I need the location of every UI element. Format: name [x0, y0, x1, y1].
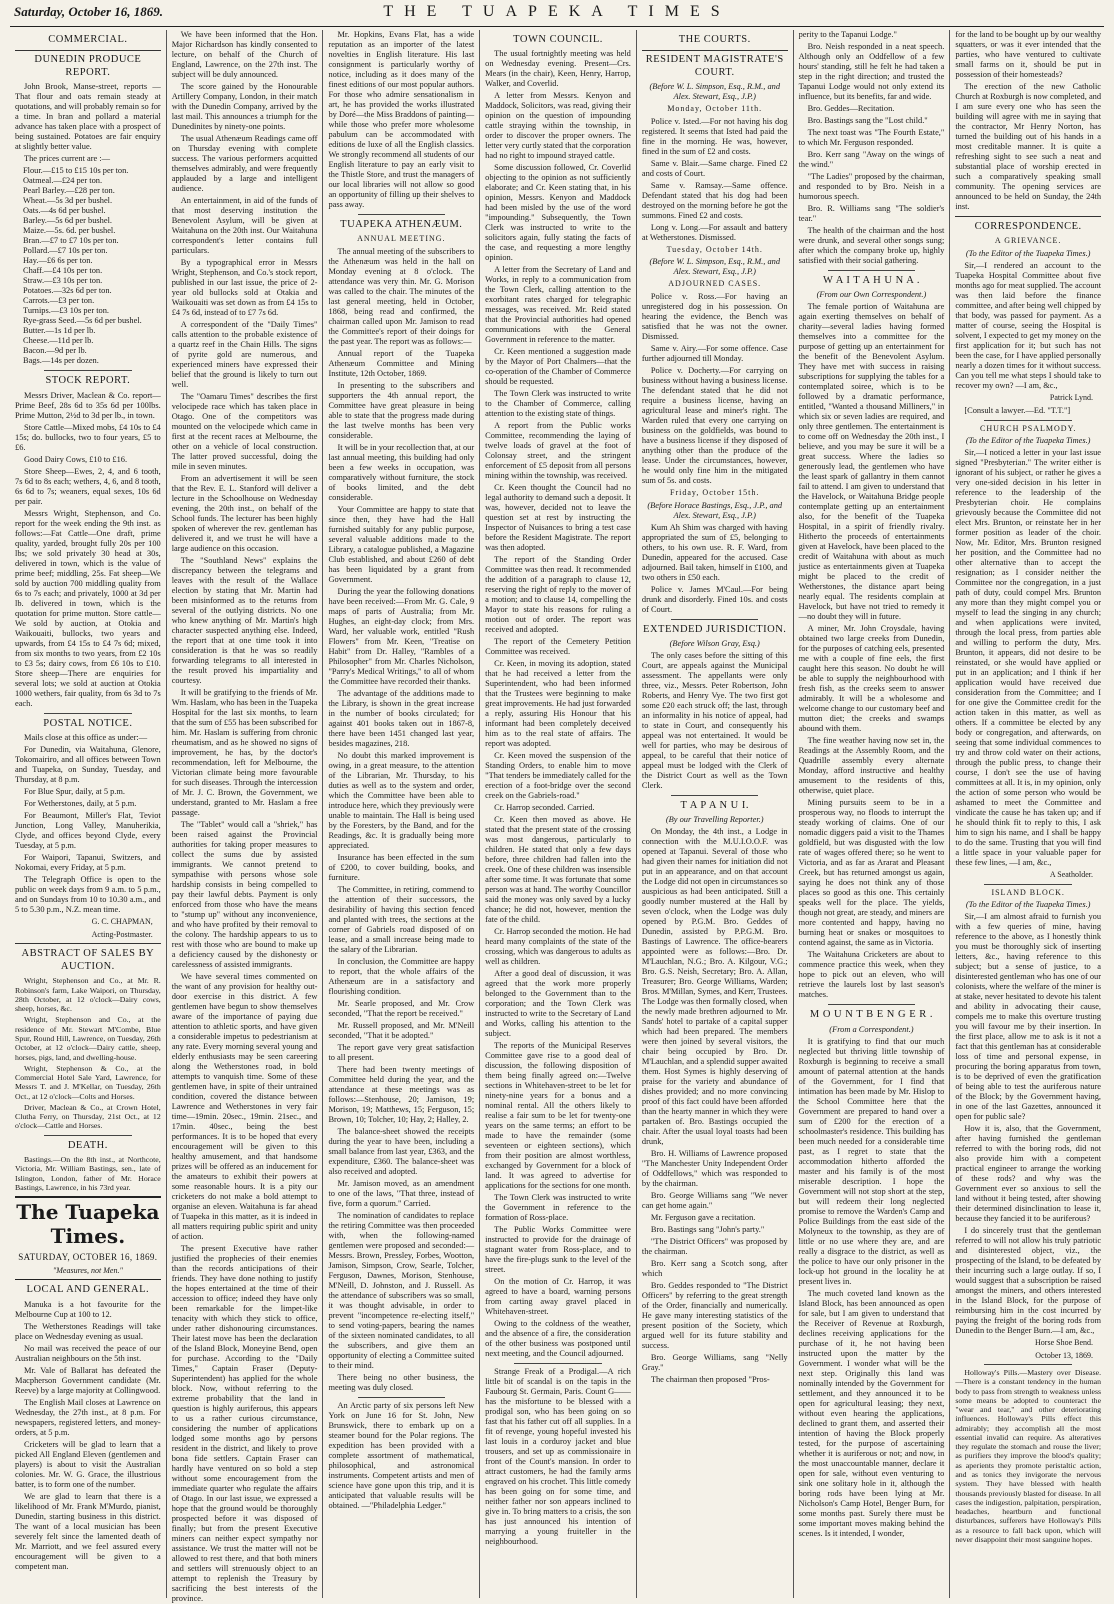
council-paragraph: Cr. Keen thought the Council had no legal authority to demand such a deposit. It was, however, decided not to leave the question set at rest by instructing the Inspector of Nuisances to bring a test case before the Resident Magistrate. The report was then adopted. — [485, 483, 631, 553]
price-item: Straw.—£3 10s per ton. — [23, 276, 103, 286]
postal-paragraph: The Telegraph Office is open to the public on week days from 9 a.m. to 5 p.m., and on Sundays from 10 to 10.30 a.m., and 5 to 5.30 p.m., N.Z. mean time. — [15, 875, 161, 915]
athenaeum-paragraph: It will be in your recollection that, at our last annual meeting, this building had only been a few weeks in occupation, was comparatively without furniture, the stock of books limited, and the debt considerable. — [328, 443, 475, 502]
council-paragraph: Cr. Keen mentioned a suggestion made by the Mayor of Port Chalmers—that the co-operation of the Chamber of Commerce should be requested. — [485, 347, 631, 387]
page-columns — [10, 30, 1106, 1603]
local-item: Cricketers will be glad to learn that a picked All England Eleven (gentlemen and players) is about to visit the Australian colonies. Mr. W. G. Grace, the illustrious batter, is to form one of the number. — [15, 1439, 161, 1489]
price-item: Barley.—5s 6d per bushel. — [23, 216, 113, 226]
mount-benger-byline: (From a Correspondent.) — [829, 1024, 914, 1034]
council-paragraph: The usual fortnightly meeting was held on Wednesday evening. Present—Crs. Mears (in the chair), Keen, Henry, Harrop, Walker, and Coverlid. — [485, 49, 631, 89]
court-case: Police v. James M'Caul.—For being drunk and disorderly. Fined 10s. and costs of Court. — [641, 584, 788, 614]
postal-paragraph: For Blue Spur, daily, at 5 p.m. — [24, 787, 126, 797]
masthead — [10, 0, 1104, 27]
athenaeum-paragraph: The advantage of the additions made to the Library, is shown in the great increase in the number of books circulated; for against 401 books taken out in 1867-8, there have been 1451 changed last year, besides magazines, 218. — [328, 689, 475, 748]
local-item: Manuka is a hot favourite for the Melbourne Cup at 100 to 12. — [15, 1299, 161, 1319]
postmaster-signature: G. C. CHAPMAN, — [91, 917, 153, 927]
island-block-heading: ISLAND BLOCK. — [991, 887, 1065, 897]
council-paragraph: A letter from the Secretary of Land and Works, in reply to a communication from the Town Clerk, calling attention to the exorbitant rates charged for telegraphic messages, was received. Mr. Reid stated that the Provincial authorities had opened communications with the General Government in reference to the matter. — [485, 265, 631, 345]
stock-paragraph: Messrs Wright, Stephenson, and Co. report for the week ending the 9th inst. as follows:—Fat Cattle—One draft, prime quality, yarded, brought fully 20s per 100 lbs; we sold privately 30 head at 30s, delivered in town, which is the value of prime beef; middling, 25s. Fat sheep—We sold by auction 700 middling quality from 6s to 7s each; and privately, 1000 at 3d per lb. delivered in town, which is the quotation for prime mutton. Store cattle—We sold by auction, at Otokia and Waikouaiti, bullocks, two years and upwards, from £4 15s to £4 7s 6d; mixed, from six months to two years, from £2 10s to £3 5s; dairy cows, from £6 10s to £10. Store sheep—There are enquiries for several lots; we sold at auction at Otokia 1000 wethers, fair quality, from 6s 3d to 7s each. — [15, 508, 161, 708]
stock-paragraph: Messrs Driver, Maclean & Co. report—Prime Beef, 28s 6d to 35s 6d per 100lbs. Prime Mutton, 2½d to 3d per lb., in town. — [15, 390, 161, 420]
column-5 — [637, 30, 794, 1598]
adjourned-cases-heading: ADJOURNED CASES. — [668, 279, 762, 289]
issue-date: Saturday, October 16, 1869. — [14, 4, 164, 19]
price-item: Maize.—5s. 6d. per bushel. — [23, 226, 116, 236]
waitahuna-heading: W A I T A H U N A . — [822, 275, 920, 286]
council-paragraph: Cr. Keen then moved as above. He stated that the present state of the crossing was most dangerous, particularly to children. He stated that only a few days before, three children had fallen into the creek. One of these children was insensible after some time. It was fortunate that some person was at hand. The worthy Councillor said the money was only saved by a lucky chance; he did not, however, mention the fate of the child. — [485, 815, 631, 925]
commercial-heading: COMMERCIAL. — [48, 34, 128, 45]
court-bench: (Before Wilson Gray, Esq.) — [669, 639, 760, 648]
tapanui-paragraph: Bro. Bastings sang the "Lost child." — [807, 116, 928, 125]
athenaeum-paragraph: Mr. Russell proposed, and Mr. M'Neill seconded, "That it be adopted." — [328, 1021, 475, 1040]
newspaper-title: THE TUAPEKA TIMES — [383, 3, 731, 20]
column-7 — [950, 30, 1106, 1598]
local-item: The "Tablet" would call a "shriek," has been raised against the Provincial authorities for taking proper measures to collect the sums due by assisted immigrants. We cannot pretend to sympathise with persons whose sole hardship consists in being compelled to pay their lawful debts. Payment is only enforced from those who have the means to "stump up" without any inconvenience, and who have profited by their removal to the colony. The hardship appears to us to rest with those who are bound to make up a deficiency caused by the dishonesty or carelessness of assisted immigrants. — [171, 820, 318, 969]
letter-paragraph: Sir,—I rendered an account to the Tuapeka Hospital Committee about five months ago for meat supplied. The account was then laid before the finance committee, and after being well chipped by that body, was passed for payment. As a matter of course, seeing the Hospital is solvent, I expected to get my money on the first application for it; but such has not been the case, for I have applied personally nearly a dozen times for it without success. Can you tell me what steps I should take to recover my own? —I am, &c., — [955, 261, 1102, 390]
price-item: Hay.—£6 6s per ton. — [23, 256, 93, 266]
tapanui-paragraph: Bro. Geddes responded to "The District Officers" by referring to the great strength of the Order, financially and numerically. He gave many interesting statistics of the present position of the Society, which argued well for its future stability and success. — [641, 1281, 788, 1351]
court-date: Monday, October 11th. — [667, 104, 763, 114]
local-item: From an advertisement it will be seen that the Rev. E. L. Stanford will deliver a lecture in the Schoolhouse on Wednesday evening, the 20th inst., on behalf of the School funds. The lecturer has been highly spoken of wherever the rev. gentleman has delivered it, and we trust he will have a large audience on this occasion. — [171, 474, 318, 553]
athenaeum-paragraph: The nomination of candidates to replace the retiring Committee was then proceeded with, when the following-named gentlemen were proposed and seconded:—Messrs. Brown, Pressley, Forbes, Wootton, Jamison, Simpson, Crow, Searle, Tolcher, Ferguson, Dawnes, Morison, Stenhouse, M'Neill, D. Johnston, and J. Russell. As the attendance of subscribers was so small, it was thought advisable, in order to prevent "incompetence re-electing itself," to send voting-papers, bearing the names of the sixteen nominated candidates, to all the subscribers, and give them an opportunity of electing a Committee suited to their mind. — [328, 1211, 475, 1370]
athenaeum-paragraph: No doubt this marked improvement is owing, in a great measure, to the attention of the Librarian, Mr. Thursday, to his duties as well as to the system and order, which the Committee have been able to introduce here, which they previously were unable to maintain. The Hall is being used by the Foresters, by the Band, and for the Readings, &c. It is gradually being more appreciated. — [328, 751, 475, 850]
column-6 — [794, 30, 951, 1598]
local-item: A correspondent of the "Daily Times" calls attention to the probable existence of a quartz reef in the Chain Hills. The signs of pyrite gold are numerous, and experienced miners have expressed their belief that the ground is likely to turn out well. — [171, 320, 318, 389]
death-notice: Bastings.—On the 8th inst., at Northcote, Victoria, Mr. William Bastings, sen., late of Islington, London, father of Mr. Horace Bastings, Lawrence, in his 73rd year. — [15, 1155, 161, 1192]
court-case: Police v. Isted.—For not having his dog registered. It seems that Isted had paid the fine in the morning. He was, however, fined in the sum of £2 and costs. — [641, 116, 788, 156]
local-item: We have been informed that the Hon. Major Richardson has kindly consented to lecture, on behalf of the Church of England, Lawrence, on the 27th inst. The subject will be duly announced. — [171, 30, 318, 79]
court-case: Same v. Airy.—For some offence. Case further adjourned till Monday. — [641, 344, 788, 363]
waitahuna-paragraph: The female portion of Waitahuna are again exerting themselves on behalf of charity—several ladies having formed themselves into a committee for the purpose of getting up an entertainment for the benefit of the Benevolent Asylum. They have met with success in raising subscriptions for supplying the tables for a contemplated soiree, which is to be followed by a dramatic performance, entitled, "Wanted a thousand Milliners," in which six or seven ladies are required, and only three gentlemen. The entertainment is to come off on Wednesday the 20th inst., I believe, and you may be sure it will be a great success. Where the ladies so generously lead, the gentlemen who have the least spark of gallantry in them cannot fail to attend. I am given to understand that the Havelock, or Waitahuna Bridge people contemplate getting up an entertainment also, for the benefit of the Tuapeka Hospital, in a spirit of friendly rivalry. Hitherto the proceeds of entertainments given at Havelock, have been placed to the credit of Waitahuna with about as much justice as entertainments given at Tuapeka might be placed to the credit of Wetherstones, the distance apart being nearly equal. The residents complain at Havelock, but have not tried to remedy it—no doubt they will in future. — [798, 302, 945, 622]
produce-report-heading: DUNEDIN PRODUCE REPORT. — [15, 50, 161, 79]
divider — [828, 1004, 915, 1005]
divider — [828, 270, 915, 271]
stock-paragraph: Good Dairy Cows, £10 to £16. — [24, 454, 128, 464]
waitahuna-paragraph: The Waitahuna Cricketers are about to commence practice this week, when they hope to pick out an eleven, who will retrieve the laurels lost by last season's matches. — [798, 950, 945, 1000]
price-item: Oats.—4s 6d per bushel. — [23, 206, 106, 216]
divider — [514, 1363, 601, 1364]
council-paragraph: Owing to the coldness of the weather, and the absence of a fire, the consideration of the other business was postponed until next meeting, and the Council adjourned. — [485, 1319, 631, 1359]
nameplate-motto: "Measures, not Men." — [15, 1266, 161, 1281]
waitahuna-paragraph: Mining pursuits seem to be in a prosperous way, no floods to interrupt the steady working of claims. One of our nomadic diggers paid a visit to the Thames goldfield, but was disgusted with the low rate of wages offered there; so he went to Victoria, and as far as Ararat and Pleasant Creek, but has returned amongst us again, saying he does not think any of those places so good as this one. This certainly speaks well for the place. The yields, though not great, are steady, and miners are more contented and happy, having no burning heat or snakes or mosquitoes to contend against, the same as in Victoria. — [798, 798, 945, 948]
letter-signature: A Seatholder. — [1049, 870, 1094, 880]
council-paragraph: On the motion of Cr. Harrop, it was agreed to have a board, warning persons from carting away gravel placed in Whitehaven-street. — [485, 1277, 631, 1317]
athenaeum-paragraph: Mr. Jamison moved, as an amendment to one of the laws, "That three, instead of five, form a quorum." Carried. — [328, 1179, 475, 1208]
tapanui-paragraph: The chairman then proposed "Pros- — [650, 1375, 770, 1385]
rm-court-heading: RESIDENT MAGISTRATE'S COURT. — [642, 50, 788, 79]
court-case: Police v. Ross.—For having an unregistered dog in his possession. On hearing the evidence, the Bench was satisfied that he was not the owner. Dismissed. — [641, 292, 788, 341]
letter-paragraph: How it is, also, that the Government, after having furnished the gentleman referred to with the boring rods, did not also provide him with a competent practical engineer to arrange the working of these rods? and why was the Government ever so anxious to sell the land without it being tested, after showing their determined disinclination to lease it, because they fancied it to be auriferous? — [955, 1124, 1102, 1224]
tapanui-paragraph: Bro. Geddes—Recitation. — [807, 104, 895, 113]
local-item: Mr. Vale of Ballarat has defeated the Macpherson Government candidate (Mr. Reeve) by a large majority at Collingwood. — [15, 1365, 161, 1395]
price-item: Pearl Barley.—£28 per ton. — [23, 186, 115, 196]
column-2 — [167, 30, 324, 1603]
divider — [984, 420, 1071, 421]
athenaeum-paragraph: In conclusion, the Committee are happy to report, that the whole affairs of the Athenæum are in a satisfactory and flourishing condition. — [328, 957, 475, 996]
grievance-heading: A GRIEVANCE. — [994, 236, 1062, 246]
tapanui-paragraph: Bro. Neish responded in a neat speech. Although only an Oddfellow of a few hours' standing, still he felt he had taken a step in the right direction; and trusted the Tapanui Lodge would not only extend its influence, but its benefits, far and wide. — [798, 42, 945, 101]
letter-paragraph: Sir,—I am almost afraid to furnish you with a few queries of mine, having reference to the above, as I honestly think you must be thoroughly sick of inserting letters, &c., having reference to this subject; but a sense of justice, to a disinterested gentleman who has one of our colonists, where the welfare of the miner is at stake, never hesitated to devote his talent and ability in advocating their cause, compels me to make this overture trusting you will favour me by their insertion. In the first place, allow me to ask is it not a fact that this gentleman has at considerable loss of time and personal expense, in procuring the boring apparatus from town, is to be deprived of even the gratification of being able to test the auriferous nature of the Block; by the Government having, in one of the last Gazettes, announced it open for public sale? — [955, 912, 1102, 1122]
auction-abstract-heading: ABSTRACT OF SALES BY AUCTION. — [21, 948, 155, 972]
athenaeum-subheading: ANNUAL MEETING. — [357, 234, 446, 244]
court-date: Tuesday, October 14th. — [666, 244, 763, 254]
athenaeum-paragraph: Insurance has been effected in the sum of £200, to cover building, books, and furniture. — [328, 853, 475, 882]
letter-date: October 13, 1869. — [1035, 1350, 1094, 1360]
tapanui-heading: T A P A N U I. — [680, 800, 750, 811]
tapanui-paragraph: Bro. Kerr sang "Away on the wings of the wind." — [798, 150, 945, 169]
waitahuna-paragraph: The fine weather having now set in, the Readings at the Assembly Room, and the Quadrille assembly every alternate Monday, afford instructive and healthy amusement to the residents of this, otherwise, quiet place. — [798, 736, 945, 796]
mount-benger-paragraph: for the land to be bought up by our wealthy squatters, or was it ever intended that the parties, who have ventured to cultivate small farms on it, should be put in possession of their homesteads? — [955, 30, 1102, 79]
letter-signature: Patrick Lynd. — [1049, 393, 1094, 402]
tapanui-paragraph: "The Ladies" proposed by the chairman, and responded to by Bro. Neish in a humorous speech. — [798, 172, 945, 201]
tapanui-paragraph: Bro. George Williams sang "We never can get home again." — [641, 1191, 788, 1211]
letter-paragraph: Sir,—I noticed a letter in your last issue signed "Presbyterian." The writer either is ignorant of his subject, or rather he gives a very one-sided decision in his letter in reference to the leadership of the Presbyterian choir. He complains grievously because the Committee did not elect Mrs. Brunton, or reinstate her in her former position as leader of the choir. Now, Mr. Editor, Mrs. Brunton resigned her position, and the Committee had no other alternative than to accept the resignation; as I consider neither the Committee nor the congregation, in a just path of duty, could compel Mrs. Brunton any more than they might compel you or myself to lead the singing in any church; and when applications were invited, through the local press, from parties able and willing to perform the duty, Mrs. Brunton, it appears, did not desire to be reinstated, or she would have applied or put in an application; and I think if her application would have received due consideration from the Committee; and I for one give the Committee credit for the action taken in this matter, as well as others. If a committee be elected by any body or congregation, and afterwards, on seeing that some individual commences to try and throw cold water on their actions, through the public press, to change their course, I don't see the use of having committees at all. It is, in my opinion, only the action of some person who would be ashamed to meet the Committee and vindicate the cause he has taken up; and if he should think fit to reply to this, I ask him to sign his name, and I shall be happy to do the same. Trusting that you will find a little space in your valuable paper for these few lines, —I am, &c., — [955, 448, 1102, 868]
tapanui-paragraph: Bro. George Williams, sang "Nelly Gray." — [641, 1353, 788, 1373]
tapanui-paragraph: Mr. Ferguson gave a recitation. — [650, 1213, 756, 1223]
athenaeum-paragraph: In presenting to the subscribers and supporters the 4th annual report, the Committee have great pleasure in being able to state that the progress made during the last twelve months has been very considerable. — [328, 381, 475, 440]
postal-paragraph: For Dunedin, via Waitahuna, Glenore, Tokomairiro, and all offices between Town and Tuapeka, on Sunday, Tuesday, and Thursday, at 8 p.m. — [15, 745, 161, 785]
council-paragraph: The Town Clerk was instructed to write to the Chamber of Commerce, calling attention to the existing state of things. — [485, 389, 631, 419]
price-item: Bran.—£7 to £7 10s per ton. — [23, 236, 119, 246]
court-bench: (Before W. L. Simpson, Esq., R.M., and Alex. Stewart, Esq., J.P.) — [649, 82, 781, 102]
price-item: Cheese.—11d per lb. — [23, 336, 94, 346]
stock-report-heading: STOCK REPORT. — [45, 375, 131, 387]
prodigal-item: Strange Freak of a Prodigal.—A rich little bit of scandal is on the tapis in the Faubourg St. Germain, Paris. Count G—— has the misfortune to be blessed with a prodigal son, who has been going on so fast that his father cut off all supplies. In a fit of revenge, young hopeful invested his last louis in a corduroy jacket and blue trousers, and set up as commissionaire in front of the Count's mansion. In order to attract customers, he had the family arms engraved on his crochet. This little comedy has been going on for some time, and neither father nor son appears inclined to give in. To bring matters to a crisis, the son has just announced his intention of marrying a young fruiteller in the neighbourhood. — [485, 1367, 631, 1547]
divider — [671, 619, 758, 620]
auction-entry: Wright, Stephenson and Co., at the residence of Mr. Stewart M'Combe, Blue Spur, Round Hill, Lawrence, on Tuesday, 26th October, at 12 o'clock—Dairy cattle, sheep, horses, pigs, land, and dwelling-house. — [15, 1015, 161, 1062]
price-item: Butter.—1s 1d per lb. — [23, 326, 96, 336]
nameplate-date: SATURDAY, OCTOBER 16, 1869. — [18, 1251, 158, 1262]
price-item: Bacon.—9d per lb. — [23, 346, 87, 356]
price-item: Carrots.—£3 per ton. — [23, 296, 95, 306]
stock-paragraph: Store Cattle—Mixed mobs, £4 10s to £4 15s; do. bullocks, two to four years, £5 to £6. — [15, 422, 161, 452]
athenaeum-paragraph: Mr. Searle proposed, and Mr. Crow seconded, "That the report be received." — [328, 999, 475, 1018]
council-paragraph: The report of the Standing Order Committee was then read. It recommended the addition of a paragraph to clause 12, reserving the right of reply to the mover of a motion; and to clause 14, compelling the Mayor to state his reasons for ruling a motion out of order. The report was received and adopted. — [485, 555, 631, 635]
mount-benger-paragraph: The much coveted land known as the Island Block, has been announced as open for sale, but I am given to understand that the Receiver of Revenue at Roxburgh, declines receiving applications for the purchase of it, he not having been instructed upon the matter by the Government. I wonder what will be the next step. Originally this land was nominally intended by the Government for settlement, and they announced it to be open for agricultural leasing; they next, without even hearing the applications, declined to grant them, and asserted their intention of having the Block properly tested, for the purpose of ascertaining whether it is auriferous or not; and now, in the most unaccountable manner, declare it open for sale, without even venturing to sink one solitary hole in it, although the boring rods have been lying at Mr. Nicholson's Camp Hotel, Benger Burn, for some months past. Surely there must be some important moves making behind the scenes. Is it intended, I wonder, — [798, 1288, 945, 1538]
local-item: We have several times commented on the want of any provision for healthy out-door exercise in this district. A few gentlemen have begun to show themselves aware of the importance of paying due attention to athletic sports, and have given a considerable impetus to pedestrianism at any rate. Every morning several young and elderly enthusiasts may be seen careering along the Wetherstones road, in bold attempts to vanquish time. Some of these gentlemen have, in spite of their untrained condition, covered the distance between Lawrence and Wetherstones in very fair time—19min. 20sec., 19min. 21sec., and 17min. 40sec., being the best performances. It is to be hoped that every encouragement will be given to this healthy amusement, and that handsome prizes will be offered as an inducement for the amateurs to exhibit their powers at some reasonable hours. It is a pity our cricketers do not make a bold attempt to organise an eleven. Waitahuna is far ahead of Tuapeka in this matter, as it is indeed in all matters requiring public spirit and unity of action. — [171, 972, 318, 1241]
council-paragraph: Cr. Harrop seconded the motion. He had heard many complaints of the state of the crossing, which was dangerous to adults as well as children. — [485, 927, 631, 967]
divider — [44, 1135, 131, 1136]
postal-paragraph: For Waipori, Tapanui, Switzers, and Nokomai, every Friday, at 5 p.m. — [15, 853, 161, 873]
court-bench: (Before W. L. Simpson, Esq., R.M., and Alex. Stewart, Esq., J.P.) — [649, 257, 781, 277]
price-item: Wheat.—5s 3d per bushel. — [23, 196, 113, 206]
tapanui-paragraph: Bro. H. Williams of Lawrence proposed "The Manchester Unity Independent Order of Oddfellows," which was responded to by the chairman. — [641, 1149, 788, 1189]
local-item: It will be gratifying to the friends of Mr. Wm. Haslam, who has been in the Tuapeka Hospital for the last six months, to learn that the sum of £55 has been subscribed for him. Mr. Haslam is suffering from chronic rheumatism, and as he showed no signs of improvement, he has, by the doctor's recommendation, left for Melbourne, the Victorian climate being more favourable for such diseases. Through the intercession of Mr. J. C. Brown, the Government, we understand, granted to Mr. Haslam a free passage. — [171, 688, 318, 817]
tapanui-paragraph: Bro. R. Williams sang "The soldier's tear." — [798, 204, 945, 223]
local-item: No mail was received the peace of our Australian neighbours on the 5th inst. — [15, 1343, 161, 1363]
divider — [44, 370, 131, 371]
council-paragraph: The reports of the Municipal Reserves Committee gave rise to a good deal of discussion, the following disposition of them being finally agreed on:—Twelve sections in Whitehaven-street to be let for ninety-nine years for a bonus and a nominal rental. All the others likely to realise a fair sum to be let for twenty-one years on the same terms; an effort to be made to have the remainder (some seventeen or eighteen sections), which from their position are almost worthless, exchanged by Government for a block of land. It was agreed to advertise for applications for the sections for one month. — [485, 1041, 631, 1191]
council-paragraph: The report of the Cemetery Petition Committee was received. — [485, 637, 631, 657]
postal-notice-heading: POSTAL NOTICE. — [43, 717, 133, 729]
tapanui-byline: (By our Travelling Reporter.) — [665, 815, 764, 825]
athenaeum-paragraph: The Committee, in retiring, commend to the attention of their successors, the desirability of having this section fenced and planted with trees, the sections at the corner of Gabriels road disposed of on lease, and a small increase being made to the salary of the Librarian. — [328, 885, 475, 954]
waitahuna-paragraph: A miner, Mr. John Croysdale, having obtained two large creeks from Dunedin, for the purposes of catching eels, presented me with a couple of fine eels, the first caught here this season. No doubt he will be able to supply the neighbourhood with fresh fish, as the creeks seem to answer admirably. It will be a wholesome and welcome change to our customary beef and mutton diet; the creeks and swamps abound with them. — [798, 624, 945, 734]
local-item: We are glad to learn that there is a likelihood of Mr. Frank M'Murdo, pianist, Dunedin, starting business in this district. The want of a local musician has been severely felt since the lamented death of Mr. Marriott, and we feel assured every encouragement will be given to a competent man. — [15, 1491, 161, 1571]
column-3 — [323, 30, 480, 1598]
local-item: The Wetherstones Readings will take place on Wednesday evening as usual. — [15, 1321, 161, 1341]
council-paragraph: Some discussion followed, Cr. Coverlid objecting to the opinion as not sufficiently elaborate; and Cr. Keen stating that, in his opinion, Messrs. Kenyon and Maddock had been misled by the use of the word "impounding." Subsequently, the Town Clerk was instructed to write to the solicitors again, fully stating the facts of the case, and requesting a more lengthy opinion. — [485, 163, 631, 263]
letter-paragraph: I do sincerely trust that the gentleman referred to will not allow his truly patriotic and disinterested object, viz., the prospecting of the Island, to be defeated by their incurring such a large outlay. If so, I would suggest that a subscription be raised amongst the miners, and others interested in the Island Block, for the purpose of reimbursing him in the cost incurred by paying the freight of the boring rods from Dunedin to the Benger Burn.—I am, &c., — [955, 1226, 1102, 1336]
letter-address: (To the Editor of the Tuapeka Times.) — [965, 900, 1091, 910]
letter-address: (To the Editor of the Tuapeka Times.) — [965, 436, 1091, 446]
stock-paragraph: Store Sheep—Ewes, 2, 4, and 6 tooth, 7s 6d to 8s each; wethers, 4, 6, and 8 tooth, 6s 6d to 7s; weaners, equal sexes, 10s 6d per pair. — [15, 466, 161, 506]
divider — [984, 884, 1071, 885]
mount-benger-paragraph: The erection of the new Catholic Church at Roxburgh is now completed, and I am sure every one who has seen the building will agree with me in saying that the contractor, Mr Henry Norton, has turned the building out of his hands in a most creditable manner. It is quite a refreshing sight to see such a neat and substantial place of worship erected in such a comparatively speaking small community. The opening services are announced to be held on Sunday, the 24th inst. — [955, 82, 1102, 211]
tapanui-paragraph: "The District Officers" was proposed by the chairman. — [641, 1237, 788, 1257]
auction-entry: Wright, Stephenson and Co., at Mr. R. Robinson's farm, Lake Waipori, on Thursday, 28th October, at 12 o'clock—Dairy cows, sheep, horses, &c. — [15, 976, 161, 1014]
price-item: Potatoes.—32s 6d per ton. — [23, 286, 112, 296]
death-heading: DEATH. — [67, 1139, 108, 1151]
council-paragraph: After a good deal of discussion, it was agreed that the work more properly belonged to the Government than to the corporation; and the Town Clerk was instructed to write to the Secretary of Land and Works, calling his attention to the subject. — [485, 969, 631, 1039]
tapanui-paragraph: Bro. Bastings sang "John's party." — [650, 1225, 765, 1235]
price-item: Oatmeal.—£24 per ton. — [23, 176, 103, 186]
column-4 — [480, 30, 637, 1598]
auction-entry: Driver, Maclean & Co., at Crown Hotel, Clutha Ferry, on Thursday, 21st Oct., at 12 o'clock—Cattle and Horses. — [15, 1102, 161, 1131]
newspaper-nameplate: The Tuapeka Times. — [15, 1196, 161, 1249]
letter-signature: Horse Shoe Bend. — [1035, 1338, 1094, 1348]
athenaeum-paragraph: The annual meeting of the subscribers to the Athenæum was held in the hall on Monday evening at 8 o'clock. The attendance was very thin. Mr. G. Morison was called to the chair. The minutes of the last general meeting, held in October, 1868, being read and confirmed, the chairman called upon Mr. Jamison to read the Committee's report of their doings for the past year. The report was as follows:— — [328, 247, 475, 346]
holloway-advertisement: Holloway's Pills.—Mastery over Disease.—There is a constant tendency in the human body to pass from strength to weakness unless some means be adopted to counteract the "wear and tear," and other deteriorating influences. Holloway's Pills effect this admirably; they accomplish all the most essential invalid can require. As alteratives they regulate the stomach and rouse the liver; as purifiers they improve the blood's quality; as aperients they promote peristaltic action, and as tonics they invigorate the nervous system. They have blessed with health thousands previously blasted for disease. In all cases the indigestion, palpitation, perspiration, headaches, heartburn and functional disturbances, sufferers have Holloway's Pills as a resource to fall back upon, which will never disappoint their most sanguine hopes. — [955, 1368, 1102, 1544]
mount-benger-heading: M O U N T B E N G E R . — [809, 1009, 934, 1021]
price-list — [15, 166, 161, 366]
local-item: The "Oamaru Times" describes the first velocipede race which has taken place in Otago. One of the competitors was mounted on the velocipede which came in first at the recent races at Melbourne, the other on a vehicle of local construction. The latter proved successful, doing the mile in seven minutes. — [171, 392, 318, 471]
court-case: The only cases before the sitting of this Court, are appeals against the Municipal assessment. The appellants were only three, viz., Messrs. Peter Robertson, John Roberts, and Henry Vye. The two first got some £20 each struck off; the last, through an informality in his notice of appeal, had to state in Court, and consequently his appeal was not entertained. It would be well for parties, who may be desirous of appeal, to be careful that their notice of appeal must be lodged with the Clerk of the District Court as well as the Town Clerk. — [641, 651, 788, 790]
athenaeum-paragraph: During the year the following donations have been received:—From Mr. G. Cale, 9 maps of parts of Australia; from Mr. Hughes, an eight-day clock; from Mrs. Ward, her valuable work, entitled "Rush Flowers" from Mr. Keen, "Treatise on Habit" from Dr. Halley, "Rambles of a Philosopher" from Mr. Charles Nicholson, "Parry's Medical Writings," to all of whom the Committee have recorded their thanks. — [328, 587, 475, 686]
town-council-heading: TOWN COUNCIL. — [513, 34, 603, 45]
local-item: The "Southland News" explains the discrepancy between the telegrams and leaves with the result of the Wallace election by stating that Mr. Martin had been misinformed as to the returns from several of the outlying districts. No one who knew anything of Mr. Martin's high character suspected anything else. Indeed, the report that at one time took it into consideration is that he was so readily forwarding telegrams to all interested in the result proved his impartiality and courtesy. — [171, 556, 318, 685]
postal-paragraph: For Beaumont, Miller's Flat, Teviot Junction, Long Valley, Manuherikia, Clyde, and offices beyond Clyde, every Tuesday, at 5 p.m. — [15, 811, 161, 851]
letter-address: (To the Editor of the Tuapeka Times.) — [965, 249, 1091, 258]
produce-prices-intro: The prices current are :— — [24, 154, 111, 164]
church-psalmody-heading: CHURCH PSALMODY. — [980, 423, 1077, 433]
local-item: An entertainment, in aid of the funds of that most deserving institution the Benevolent Asylum, will be given at Waitahuna on the 20th inst. Our Waitahuna correspondent's letter contains full particulars. — [171, 196, 318, 255]
postmaster-title: Acting-Postmaster. — [91, 929, 153, 939]
postal-paragraph: Mails close at this office as under:— — [24, 733, 148, 743]
tapanui-paragraph: Bro. Kerr sang a Scotch song, after which — [641, 1259, 788, 1279]
tapanui-paragraph: The next toast was "The Fourth Estate," to which Mr. Ferguson responded. — [798, 128, 945, 147]
council-paragraph: Cr. Keen moved the suspension of the Standing Orders, to enable him to move "That tenders be immediately called for the erection of a foot-bridge over the second creek on the Gabriels-road." — [485, 751, 631, 801]
council-paragraph: The Town Clerk was instructed to write the Government in reference to the formation of Ross-place. — [485, 1193, 631, 1223]
local-item: The English Mail closes at Lawrence on Wednesday, the 27th inst., at 8 p.m. For newspapers, registered letters, and money-orders, at 5 p.m. — [15, 1397, 161, 1437]
athenaeum-paragraph: There being no other business, the meeting was duly closed. — [328, 1373, 475, 1392]
divider — [15, 943, 161, 944]
waitahuna-byline: (From our Own Correspondent.) — [816, 290, 927, 300]
courts-heading: THE COURTS. — [678, 34, 751, 45]
price-item: Turnips.—£3 10s per ton. — [23, 306, 110, 316]
local-item: Mr. Hopkins, Evans Flat, has a wide reputation as an importer of the latest novelties in English literature. His last consignment is particularly worthy of notice, including as it does many of the finest editions of our most popular authors. For those who admire sensationalism in art, he has provided the works illustrated by Doré—the Miss Braddons of painting—while those who prefer more wholesome pabulum can be accommodated with editions de luxe of all the English classics. We strongly recommend all students of our English literature to pay an early visit to the Thistle Store, and trust the managers of our local libraries will not allow so good an opportunity of filling up their shelves to pass away. — [328, 30, 475, 209]
court-case: Same v. Blair.—Same charge. Fined £2 and costs of Court. — [641, 158, 788, 178]
arctic-item: An Arctic party of six persons left New York on June 16 for St. John, New Brunswick, there to embark up on a steamer bound for the Polar regions. The expedition has been provided with a complete assortment of mathematical, philosophical, and astronomical instruments. Competent artists and men of science have gone upon this trip, and it is anticipated that valuable results will be obtained. —"Philadelphia Ledger." — [328, 1401, 475, 1510]
athenaeum-paragraph: The balance-sheet showed the receipts during the year to have been, including a small balance from last year, £363, and the expenditure, £360. The balance-sheet was also received and adopted. — [328, 1127, 475, 1176]
divider — [671, 795, 758, 796]
council-paragraph: A letter from Messrs. Kenyon and Maddock, Solicitors, was read, giving their opinion on the question of impounding cattle straying within the township, in order to discover the proper owners. The letter very curtly stated that the corporation had no right to impound strayed cattle. — [485, 91, 631, 161]
price-item: Flour.—£15 to £15 10s per ton. — [23, 166, 129, 176]
auction-entry: Wright, Stephenson & Co., at the Commercial Hotel Sale Yard, Lawrence, for Messrs T. and J. M'Kellar, on Tuesday, 26th Oct., at 12 o'clock—Colts and Horses. — [15, 1063, 161, 1101]
court-bench: (Before Horace Bastings, Esq., J.P., and Alex. Stewart, Esq., J.P.) — [647, 500, 783, 520]
athenaeum-paragraph: Annual report of the Tuapeka Athenæum Committee and Mining Institute, 12th October, 1869. — [328, 349, 475, 378]
athenaeum-paragraph: There had been twenty meetings of Committee held during the year, and the attendance at these meetings was as follows:—Stenhouse, 20; Jamison, 19; Morison, 19; Matthews, 15; Ferguson, 15; Brown, 10; Tolcher, 10; Hay, 2; Halley, 2. — [328, 1065, 475, 1124]
price-item: Bags.—14s per dozen. — [23, 356, 99, 366]
court-case: Long v. Long.—For assault and battery at Wetherstones. Dismissed. — [641, 222, 788, 242]
court-case: Kum Ah Shim was charged with having appropriated the sum of £5, belonging to others, to his own use. R. F. Ward, from Dunedin, appeared for the accused. Case adjourned. Bail taken, himself in £100, and two others in £50 each. — [641, 522, 788, 582]
postal-paragraph: For Wetherstones, daily, at 5 p.m. — [24, 799, 137, 809]
editor-note: [Consult a lawyer.—Ed. "T.T."] — [964, 405, 1071, 415]
mount-benger-paragraph: It is gratifying to find that our much neglected but thriving little township of Roxburgh is beginning to receive a small amount of paternal attention at the hands of the Government, for I find that intimation has been made by Mr. Hislop to the School Committee here that the Government are prepared to hand over a sum of £200 for the erection of a schoolmaster's residence. This building has been much needed for a considerable time past, as I regret to state that the accommodation hitherto afforded the master and his family is of the most miserable description. I hope the Government will not stop short at the step, but will redeem their long neglected promise to remove the Warden's Camp and Police Buildings from the east side of the Molyneux to the township, as they are of little or no use where they are, and are really a disgrace to the district, as well as the police to have our only prisoner in the lock-up hot ground in the locality he at present lives in. — [798, 1036, 945, 1286]
council-paragraph: The Public Works Committee were instructed to provide for the drainage of stagnant water from Ross-place, and to have the fire-plugs sunk to the level of the street. — [485, 1225, 631, 1275]
extended-jurisdiction-heading: EXTENDED JURISDICTION. — [643, 623, 787, 635]
court-case: Same v. Ramsay.—Same offence. Defendant stated that his dog had been destroyed on the morning before he got the summons. Fined £2 and costs. — [641, 180, 788, 220]
column-1 — [10, 30, 167, 1598]
tapanui-paragraph: The health of the chairman and the host were drunk, and several other songs sung; after which the company broke up, highly satisfied with their social gathering. — [798, 226, 945, 265]
court-case: Police v. Docherty.—For carrying on business without having a business license. The defendant stated that he did not require a business license, having an agricultural lease and miner's right. The Warden ruled that every one carrying on business on the goldfields, was bound to have a business license if they disposed of anything other than the produce of the lease. Under the circumstances, however, he would only fine him in the mitigated sum of 5s. and costs. — [641, 366, 788, 485]
court-date: Friday, October 15th. — [670, 488, 760, 497]
local-item: The usual Athenæum Readings came off on Thursday evening with complete success. The various performers acquitted themselves admirably, and were frequently applauded by a large and intelligent audience. — [171, 134, 318, 193]
athenaeum-paragraph: Your Committee are happy to state that since then, they have had the Hall furnished suitably for any public purpose, several valuable additions made to the Library, a catalogue published, a Magazine Club established, and about £260 of debt has been liquidated by a grant from Government. — [328, 505, 475, 584]
divider — [955, 216, 1101, 217]
council-paragraph: Cr. Harrop seconded. Carried. — [494, 803, 595, 813]
local-item: By a typographical error in Messrs Wright, Stephenson, and Co.'s stock report, published in our last issue, the price of 2-year old bullocks sold at Otakia and Waikouaiti was set down as from £4 15s to £4 7s 6d, instead of to £7 7s 6d. — [171, 258, 318, 317]
divider — [984, 1364, 1071, 1365]
local-item: The score gained by the Honourable Artillery Company, London, in their match with the Dunedin Company, arrived by the last mail. This announces a triumph for the Dunedinites by ninety-one points. — [171, 82, 318, 131]
divider — [358, 1397, 445, 1398]
tapanui-paragraph: On Monday, the 4th inst., a Lodge in connection with the M.U.I.O.O.F. was opened at Tapanui. Several of those who had given their names for initiation did not put in an appearance, and on that account the Lodge did not open in circumstances so auspicious as had been anticipated. Still a goodly number mustered at the Hall by seven o'clock, when the Lodge was duly opened by P.G.M. Bro. Geddes of Dunedin, assisted by P.P.G.M. Bro. Bastings of Lawrence. The office-bearers appointed were as follows:—Bro. Dr. M'Lauchlan, N.G.; Bro. A. Kilgour, V.G.; Bro. G.S. Neish, Secretary; Bro. A. Allan, Treasurer; Bro. George Williams, Warden; Bros. M'Millan, Symes, and Kerr, Trustees. The Lodge was then formally closed, when the newly made brethren adjourned to Mr. Sands' hotel to partake of a capital supper which had been prepared. The members were then joined by several visitors, the chair being occupied by Bro. Dr. M'Lauchlan, and a splendid supper awaited them. Host Symes is highly deserving of praise for the variety and abundance of dishes provided; and no more convincing proof of this fact could have been afforded than the hearty manner in which they were partaken of. Bro. Bastings occupied the chair. After the usual loyal toasts had been drunk, — [641, 827, 788, 1147]
divider — [358, 214, 445, 215]
price-item: Chaff.—£4 10s per ton. — [23, 266, 103, 276]
council-paragraph: Cr. Keen, in moving its adoption, stated that he had received a letter from the Superintendent, who had been informed that the Trustees were beginning to make great improvements. He had just forwarded a reply, assuring His Honour that his informant had been completely deceived him as to the real state of affairs. The report was adopted. — [485, 659, 631, 749]
divider — [44, 713, 131, 714]
price-item: Rye-grass Seed.—5s 6d per bushel. — [23, 316, 142, 326]
athenaeum-paragraph: The report gave very great satisfaction to all present. — [328, 1043, 475, 1062]
produce-paragraph: John Brook, Manse-street, reports — That flour and oats remain steady at quotations, and will probably remain so for a time. In bran and pollard a material advance has taken place with a prospect of being sustained. Potatoes are fair enquiry at slightly better value. — [15, 82, 161, 152]
correspondence-heading: CORRESPONDENCE. — [974, 221, 1082, 232]
local-general-heading: LOCAL AND GENERAL. — [26, 1284, 150, 1296]
athenaeum-heading: TUAPEKA ATHENÆUM. — [340, 219, 463, 230]
price-item: Pollard.—£7 10s per ton. — [23, 246, 108, 256]
council-paragraph: A report from the Public works Committee, recommending the laying of twelve loads of gravel at the foot of Colonsay street, and the stringent enforcement of £5 deposit from all persons mining within the township, was received. — [485, 421, 631, 481]
tapanui-paragraph: perity to the Tapanui Lodge." — [798, 30, 897, 39]
local-item: The present Executive have rather justified the prophecies of their enemies than the records anticipations of their friends. They have done nothing to justify the hopes entertained at the time of their accession to office; indeed they have only been remarkable for the limpet-like tenacity with which they stick to office, under rather dishonouring circumstances. Their latest move has been the declaration of the Island Block, Moneyine Bend, open for purchase. According to the "Daily Times," Captain Fraser (Deputy-Superintendent) has applied for the whole block. Now, without referring to the extreme probability that the land in question is highly auriferous, this appears to us a rather curious circumstance, considering the number of applications lodged some months ago by persons resident in the district, and likely to prove bona fide settlers. Captain Fraser can hardly have ventured on so bold a step without some encouragement from the immediate quarter who regulate the affairs of Otago. In our last issue, we expressed a hope that the ground would be thoroughly prospected before it was disposed of finally; but from the present Executive miners can neither expect sympathy nor assistance. We trust the matter will not be allowed to rest there, and that both miners and settlers will strenuously object to an attempt to replenish the Treasury by sacrificing the best interests of the province. — [171, 1244, 318, 1603]
